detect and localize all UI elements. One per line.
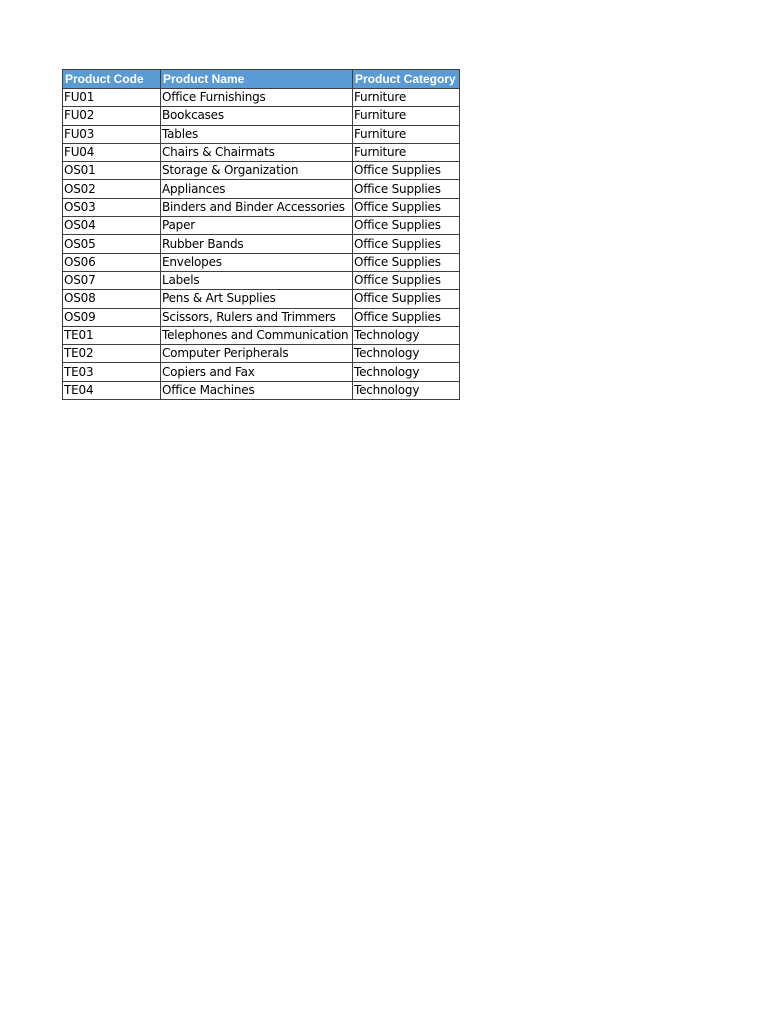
cell-product-code[interactable]: TE02: [63, 345, 161, 363]
cell-product-name[interactable]: Copiers and Fax: [161, 363, 353, 381]
table-row: [63, 235, 460, 253]
cell-product-name[interactable]: Rubber Bands: [161, 235, 353, 253]
table-row: [63, 308, 460, 326]
header-product-code[interactable]: Product Code: [63, 70, 161, 89]
cell-product-code[interactable]: OS01: [63, 162, 161, 180]
cell-product-code[interactable]: OS06: [63, 253, 161, 271]
cell-product-category[interactable]: Office Supplies: [353, 162, 460, 180]
cell-product-category[interactable]: Technology: [353, 326, 460, 344]
table-row: [63, 345, 460, 363]
cell-product-name[interactable]: Tables: [161, 125, 353, 143]
cell-product-name[interactable]: Labels: [161, 271, 353, 289]
cell-product-category[interactable]: Office Supplies: [353, 180, 460, 198]
cell-product-code[interactable]: OS04: [63, 217, 161, 235]
cell-product-name[interactable]: Office Machines: [161, 381, 353, 399]
spreadsheet-area: [62, 69, 460, 400]
cell-product-code[interactable]: FU04: [63, 143, 161, 161]
cell-product-name[interactable]: Office Furnishings: [161, 89, 353, 107]
cell-product-category[interactable]: Office Supplies: [353, 308, 460, 326]
table-row: [63, 271, 460, 289]
cell-product-name[interactable]: Telephones and Communication: [161, 326, 353, 344]
cell-product-code[interactable]: FU02: [63, 107, 161, 125]
cell-product-name[interactable]: Chairs & Chairmats: [161, 143, 353, 161]
cell-product-category[interactable]: Technology: [353, 363, 460, 381]
table-row: [63, 125, 460, 143]
cell-product-category[interactable]: Office Supplies: [353, 290, 460, 308]
cell-product-category[interactable]: Office Supplies: [353, 198, 460, 216]
table-row: [63, 253, 460, 271]
cell-product-category[interactable]: Office Supplies: [353, 217, 460, 235]
table-row: [63, 217, 460, 235]
table-row: [63, 326, 460, 344]
cell-product-category[interactable]: Furniture: [353, 89, 460, 107]
table-row: [63, 180, 460, 198]
cell-product-code[interactable]: OS05: [63, 235, 161, 253]
cell-product-code[interactable]: OS03: [63, 198, 161, 216]
table-row: [63, 143, 460, 161]
cell-product-code[interactable]: FU01: [63, 89, 161, 107]
cell-product-category[interactable]: Furniture: [353, 125, 460, 143]
cell-product-code[interactable]: OS08: [63, 290, 161, 308]
cell-product-category[interactable]: Furniture: [353, 107, 460, 125]
cell-product-name[interactable]: Bookcases: [161, 107, 353, 125]
cell-product-name[interactable]: Storage & Organization: [161, 162, 353, 180]
table-row: [63, 381, 460, 399]
cell-product-category[interactable]: Furniture: [353, 143, 460, 161]
cell-product-category[interactable]: Office Supplies: [353, 271, 460, 289]
cell-product-name[interactable]: Computer Peripherals: [161, 345, 353, 363]
table-row: [63, 89, 460, 107]
header-product-category[interactable]: Product Category: [353, 70, 460, 89]
cell-product-code[interactable]: FU03: [63, 125, 161, 143]
cell-product-name[interactable]: Appliances: [161, 180, 353, 198]
header-row: [63, 70, 460, 89]
cell-product-category[interactable]: Technology: [353, 381, 460, 399]
table-row: [63, 162, 460, 180]
cell-product-name[interactable]: Scissors, Rulers and Trimmers: [161, 308, 353, 326]
cell-product-name[interactable]: Pens & Art Supplies: [161, 290, 353, 308]
table-body: [63, 89, 460, 400]
product-table: [62, 69, 460, 400]
cell-product-code[interactable]: TE04: [63, 381, 161, 399]
table-row: [63, 363, 460, 381]
cell-product-category[interactable]: Technology: [353, 345, 460, 363]
table-row: [63, 290, 460, 308]
cell-product-category[interactable]: Office Supplies: [353, 235, 460, 253]
cell-product-code[interactable]: TE01: [63, 326, 161, 344]
cell-product-category[interactable]: Office Supplies: [353, 253, 460, 271]
cell-product-name[interactable]: Envelopes: [161, 253, 353, 271]
cell-product-code[interactable]: OS02: [63, 180, 161, 198]
table-row: [63, 198, 460, 216]
header-product-name[interactable]: Product Name: [161, 70, 353, 89]
cell-product-name[interactable]: Paper: [161, 217, 353, 235]
cell-product-code[interactable]: OS09: [63, 308, 161, 326]
cell-product-code[interactable]: TE03: [63, 363, 161, 381]
cell-product-code[interactable]: OS07: [63, 271, 161, 289]
cell-product-name[interactable]: Binders and Binder Accessories: [161, 198, 353, 216]
table-row: [63, 107, 460, 125]
